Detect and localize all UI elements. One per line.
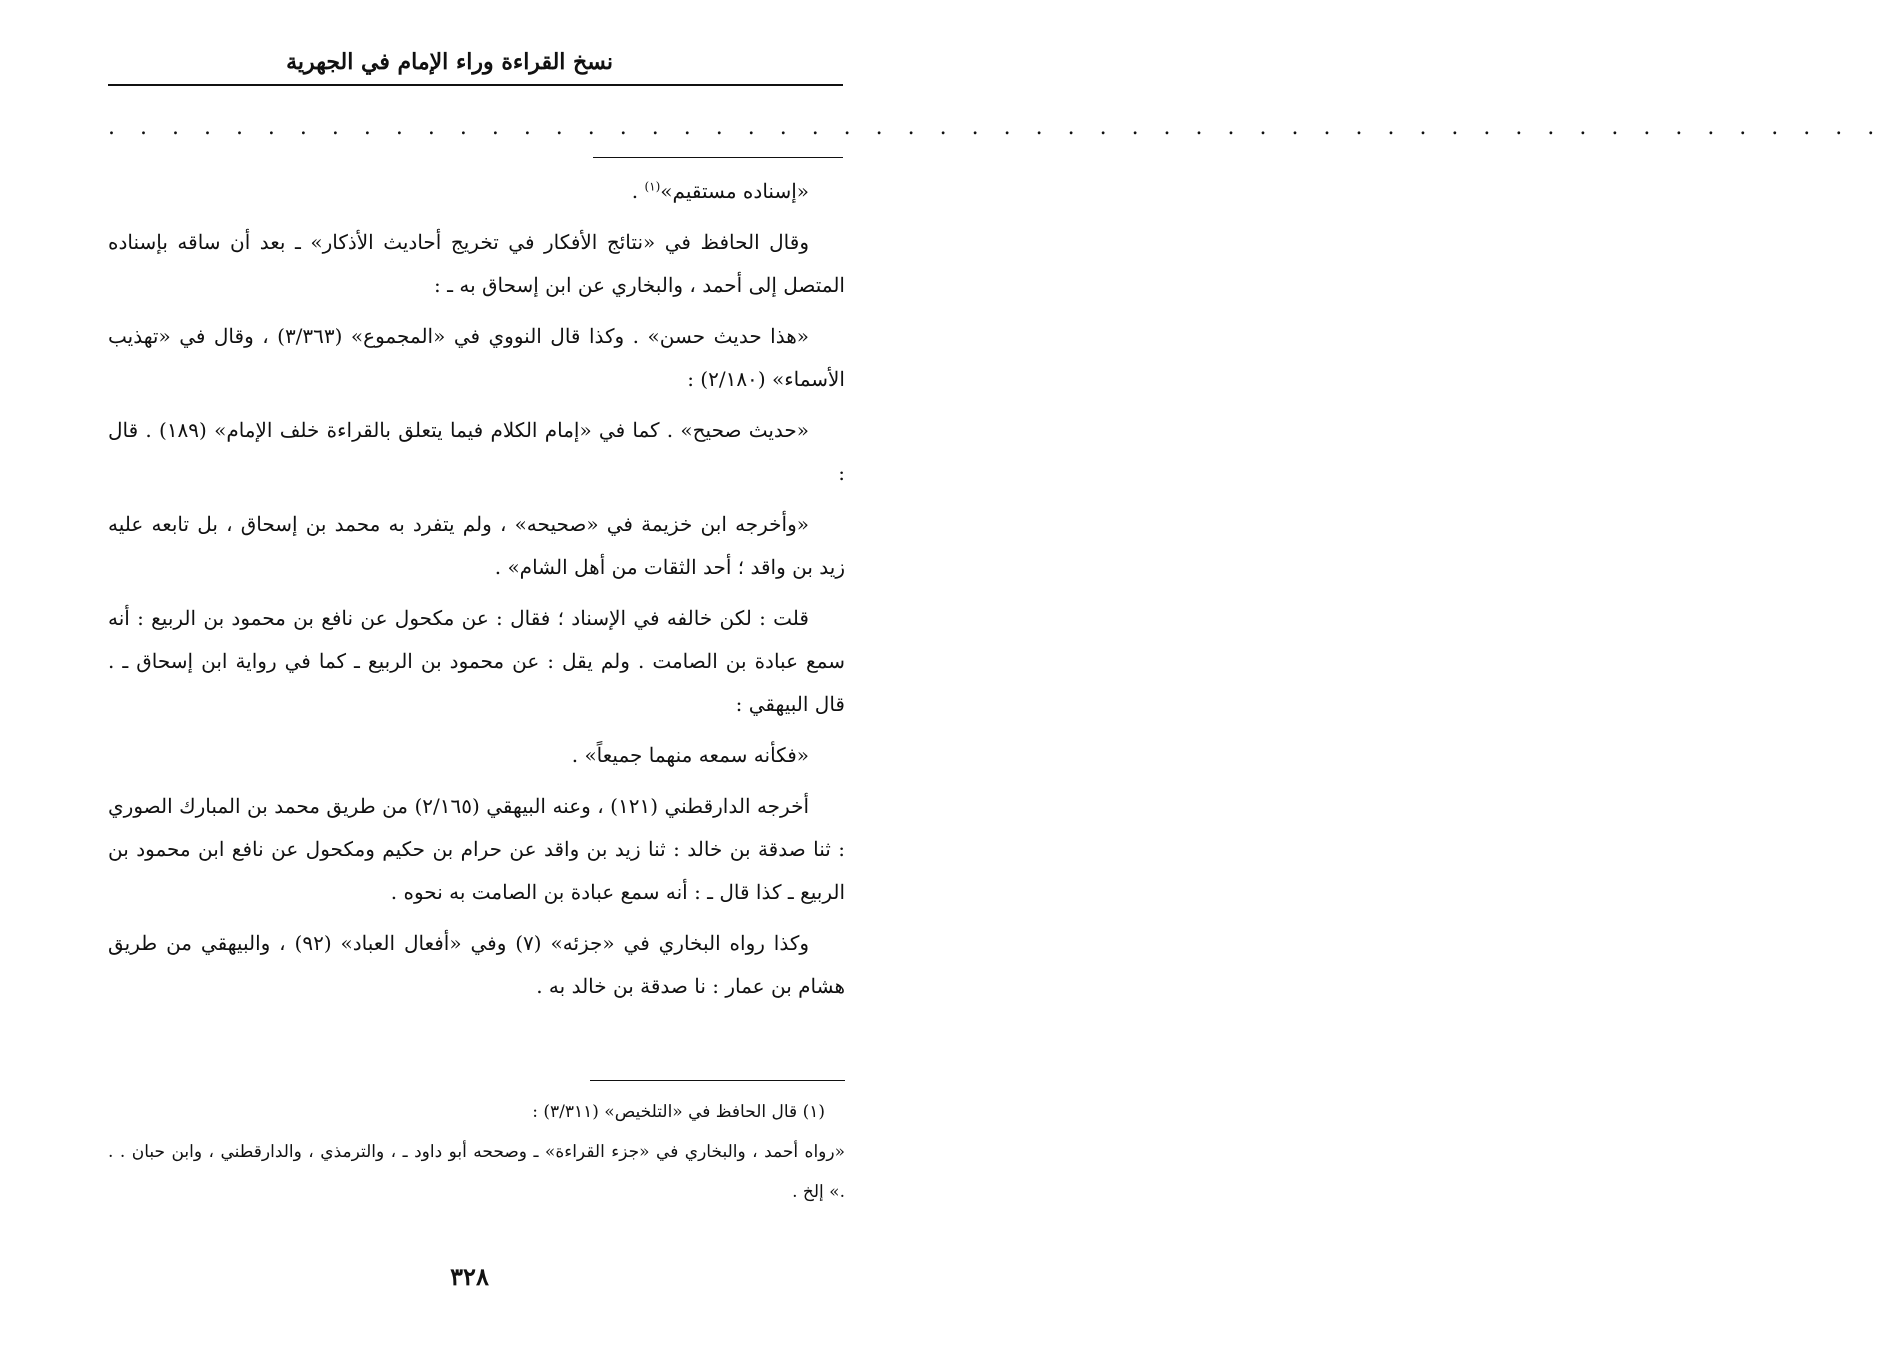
quote-text: «إسناده مستقيم» xyxy=(660,179,809,203)
paragraph-2: وقال الحافظ في «نتائج الأفكار في تخريج أحاديث الأذكار» ـ بعد أن ساقه بإسناده المتصل إلى أحمد ، والبخاري عن ابن إسحاق به ـ : xyxy=(108,230,845,297)
running-header xyxy=(108,40,843,86)
quote-end: . xyxy=(631,179,645,203)
page-number: ٣٢٨ xyxy=(450,1262,489,1291)
footnote-1-intro: (١) قال الحافظ في «التلخيص» (٣/٣١١) : xyxy=(532,1102,825,1122)
paragraph-1 xyxy=(108,170,845,213)
footnote-1-text: «رواه أحمد ، والبخاري في «جزء القراءة» ـ وصححه أبو داود ـ ، والترمذي ، والدارقطني ، وابن حبان . . .» إلخ . xyxy=(108,1142,845,1202)
footnotes xyxy=(108,1092,845,1212)
paragraph-7: «فكأنه سمعه منهما جميعاً» . xyxy=(571,743,809,767)
paragraph-6: قلت : لكن خالفه في الإسناد ؛ فقال : عن مكحول عن نافع بن محمود بن الربيع : أنه سمع عبادة بن الصامت . ولم يقل : عن محمود بن الربيع ـ كما في رواية ابن إسحاق ـ . قال البيهقي : xyxy=(108,606,845,716)
paragraph-8: أخرجه الدارقطني (١٢١) ، وعنه البيهقي (٢/١٦٥) من طريق محمد بن المبارك الصوري : ثنا صدقة بن خالد : ثنا زيد بن واقد عن حرام بن حكيم ومكحول عن نافع ابن محمود بن الربيع ـ كذا قال ـ : أنه سمع عبادة بن الصامت به نحوه . xyxy=(108,794,845,904)
paragraph-9: وكذا رواه البخاري في «جزئه» (٧) وفي «أفعال العباد» (٩٢) ، والبيهقي من طريق هشام بن عمار : نا صدقة بن خالد به . xyxy=(108,931,845,998)
paragraph-4: «حديث صحيح» . كما في «إمام الكلام فيما يتعلق بالقراءة خلف الإمام» (١٨٩) . قال : xyxy=(108,418,845,485)
main-text xyxy=(108,170,845,1016)
paragraph-5: «وأخرجه ابن خزيمة في «صحيحه» ، ولم يتفرد به محمد بن إسحاق ، بل تابعه عليه زيد بن واقد ؛ أحد الثقات من أهل الشام» . xyxy=(108,512,845,579)
header-title: نسخ القراءة وراء الإمام في الجهرية xyxy=(286,49,613,75)
continuation-rule xyxy=(593,157,843,158)
footnote-ref: (١) xyxy=(644,179,661,194)
continuation-dots: . . . . . . . . . . . . . . . . . . . . . . . . . . . . . . . . . . . . . . . . . . . . . . . . . . . . . . . . xyxy=(108,115,1883,140)
paragraph-3: «هذا حديث حسن» . وكذا قال النووي في «المجموع» (٣/٣٦٣) ، وقال في «تهذيب الأسماء» (٢/١٨٠) : xyxy=(108,324,845,391)
footnote-rule xyxy=(590,1080,845,1081)
